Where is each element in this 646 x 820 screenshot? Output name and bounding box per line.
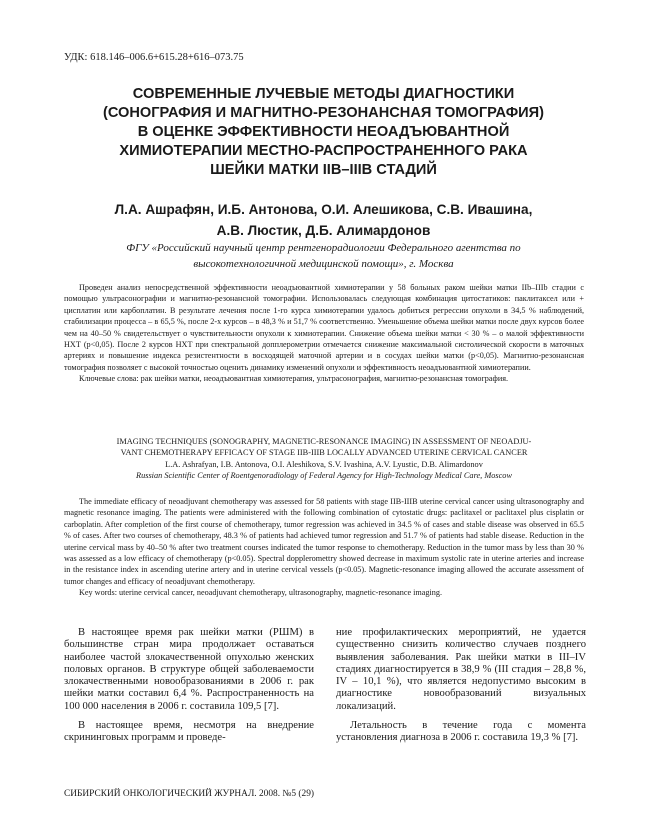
keywords-en: Key words: uterine cervical cancer, neoadjuvant chemotherapy, ultrasonography, magnetic-resonance imaging. (79, 588, 443, 598)
affiliation-line: высокотехнологичной медицинской помощи», г. Москва (193, 258, 454, 270)
abstract-english (64, 496, 584, 599)
authors (60, 199, 587, 241)
english-title-line: VANT CHEMOTHERAPY EFFICACY OF STAGE IIB-IIIB LOCALLY ADVANCED UTERINE CERVICAL CANCER (120, 448, 528, 458)
body-column-right (336, 627, 586, 745)
english-affiliation: Russian Scientific Center of Roentgenoradiology of Federal Agency for High-Technology Medical Care, Moscow (136, 471, 512, 481)
authors-line: Л.А. Ашрафян, И.Б. Антонова, О.И. Алешикова, С.В. Ивашина, (114, 202, 533, 217)
body-paragraph: Летальность в течение года с момента установления диагноза в 2006 г. составила 19,3 % [7]. (336, 720, 586, 744)
english-title-line: IMAGING TECHNIQUES (SONOGRAPHY, MAGNETIC-RESONANCE IMAGING) IN ASSESSMENT OF NEOADJU- (116, 437, 532, 446)
abstract-ru-text: Проведен анализ непосредственной эффективности неоадъювантной химиотерапии у 58 больных раком шейки матки IIb–IIIb стадии с помощью ультрасонографии и магнитно-резонансной томографии. Использовалась следующая комбинация цитостатиков: паклитаксел или + цисплатин или карбоплатин. В результате лечения после 1-го курса химиотерапии удалось добиться регрессии опухоли в 34,5 % наблюдений, стабилизации процесса – в 65,5 %, после 2-х курсов – в 48,3 % и 51,7 % соответственно. Уменьшение объема шейки матки после двух курсов более чем на 40–50 % свидетельствует о чувствительности опухоли к химиотерапии. Снижение объема шейки матки < 30 % – о малой эффективности НХТ (p<0,05). После 2 курсов НХТ при спектральной допплерометрии отмечается снижение максимальной систолической скорости в маточных артериях и повышение индекса резистентности в восходящей маточной артерии и в сосудах шейки матки (p<0,05). Магнитно-резонансная томография позволяет с высокой точностью оценить динамику изменений опухоли и эффективность неоадъювантной химиотерапии. (64, 283, 584, 372)
title-line: ШЕЙКИ МАТКИ IIB–IIIB СТАДИЙ (210, 162, 437, 178)
abstract-russian (64, 282, 584, 385)
affiliation (60, 240, 587, 272)
journal-footer: СИБИРСКИЙ ОНКОЛОГИЧЕСКИЙ ЖУРНАЛ. 2008. №5 (29) (64, 789, 315, 799)
body-paragraph: В настоящее время, несмотря на внедрение скрининговых программ и проведе- (64, 720, 314, 744)
body-paragraph: ние профилактических мероприятий, не удается существенно снизить количество случаев позднего выявления заболевания. Рак шейки матки в III–IV стадиях диагностируется в 38,9 % (III стадия – 28,8 %, IV – 10,1 %), что является недопустимо высоким в диагностике новообразований визуальных локализаций. (336, 627, 586, 712)
title-line: В ОЦЕНКЕ ЭФФЕКТИВНОСТИ НЕОАДЪЮВАНТНОЙ (137, 124, 510, 140)
udc-code: УДК: 618.146–006.6+615.28+616–073.75 (64, 52, 244, 63)
body-column-left (64, 627, 314, 745)
english-authors: L.A. Ashrafyan, I.B. Antonova, O.I. Aleshikova, S.V. Ivashina, A.V. Lyustic, D.B. Alimardonov (165, 459, 483, 469)
affiliation-line: ФГУ «Российский научный центр рентгенорадиологии Федерального агентства по (126, 242, 521, 254)
title-line: ХИМИОТЕРАПИИ МЕСТНО-РАСПРОСТРАНЕННОГО РАКА (119, 143, 528, 159)
body-paragraph: В настоящее время рак шейки матки (РШМ) в большинстве стран мира продолжает оставаться наиболее частой злокачественной опухолью женских половых органов. В структуре общей заболеваемости злокачественными новообразованиями в 2006 г. рак шейки матки составил 6,4 %. Распространенность на 100 000 населения в 2006 г. составила 109,5 [7]. (64, 627, 314, 712)
keywords-ru: Ключевые слова: рак шейки матки, неоадъювантная химиотерапия, ультрасонография, магнитно-резонансная томография. (79, 374, 509, 384)
article-title (60, 85, 587, 180)
authors-line: А.В. Люстик, Д.Б. Алимардонов (216, 223, 431, 238)
english-header (64, 436, 584, 482)
title-line: СОВРЕМЕННЫЕ ЛУЧЕВЫЕ МЕТОДЫ ДИАГНОСТИКИ (132, 86, 515, 102)
title-line: (СОНОГРАФИЯ И МАГНИТНО-РЕЗОНАНСНАЯ ТОМОГРАФИЯ) (102, 105, 545, 121)
abstract-en-text: The immediate efficacy of neoadjuvant chemotherapy was assessed for 58 patients with stage IIB-IIIB uterine cervical cancer using ultrasonography and magnetic resonance imaging. The patients were administered with the following combination of cytostatic drugs: paclitaxel or paclitaxel plus cisplatin or carboplatin. After completion of the first course of chemotherapy, tumor regression was achieved in 34.5 % of cases and stable disease was observed in 65.5 % of cases. After two courses of chemotherapy, 48.3 % of patients had achieved tumor regression and 51.7 % of patients had stable disease. Reduction in the uterine cervical mass by 40–50 % after two treatment courses indicated the tumor response to chemotherapy. Reduction in the tumor mass by less than 30 % was assessed as a low efficacy of chemotherapy (p<0.05). Spectral doppleromettry showed decrease in maximum systolic rate in uterine arteries and increase in the resistance index in ascending uterine artery and in uterine cervical vessels (p<0.05). Magnetic-resonance imaging allowed the accurate assessment of tumor changes and efficacy of neoadjuvant chemotherapy. (64, 497, 584, 586)
